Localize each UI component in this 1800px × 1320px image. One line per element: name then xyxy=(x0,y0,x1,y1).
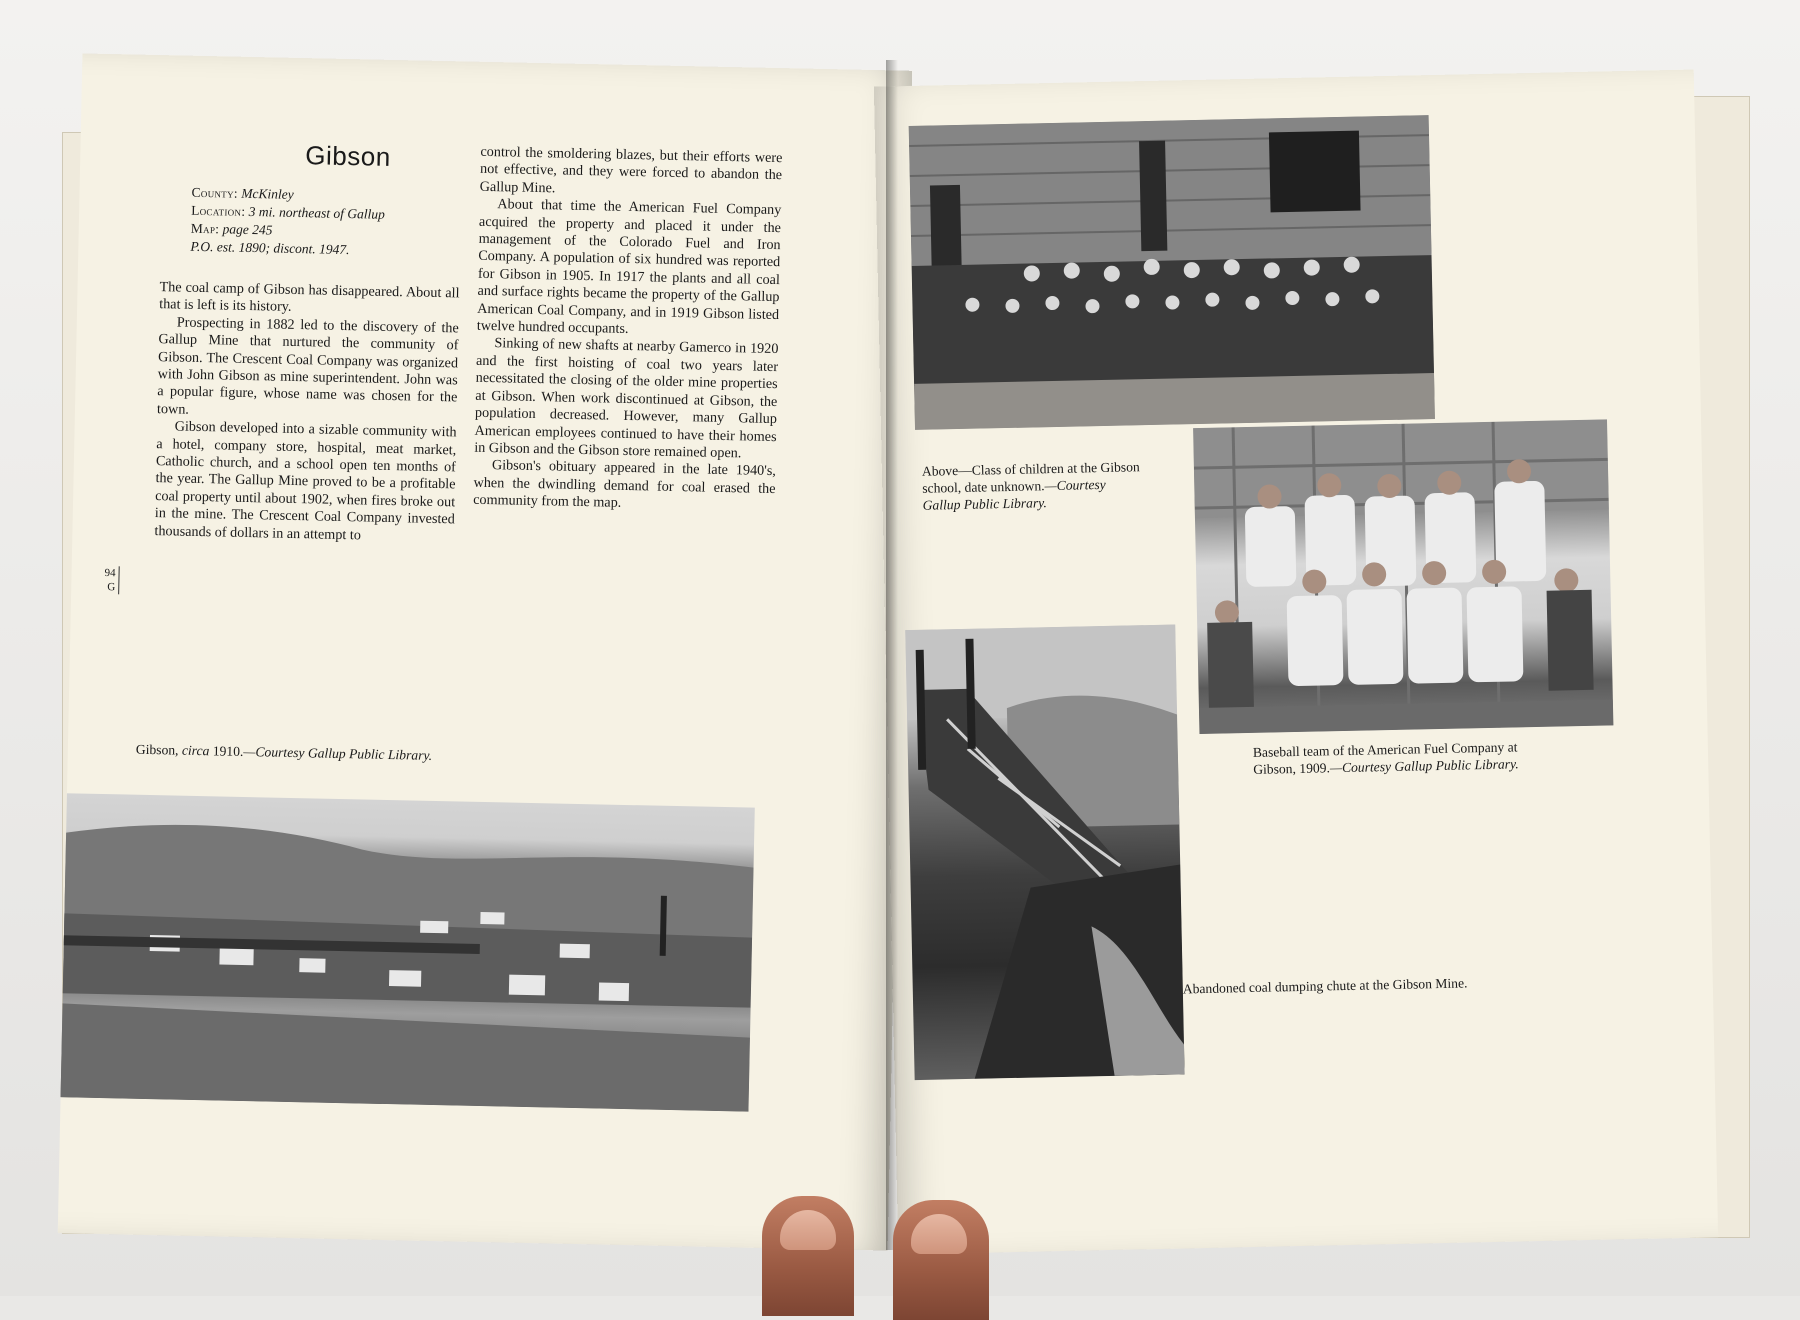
fingernail xyxy=(780,1210,836,1250)
town-facts xyxy=(190,184,385,260)
left-page xyxy=(58,53,913,1250)
right-page xyxy=(874,70,1718,1255)
page-title: Gibson xyxy=(305,140,392,172)
paragraph: Sinking of new shafts at nearby Gamerco in 1920 and the first hoisting of coal two years later necessitated the closing of the older mine properties at Gibson. When work discontinued at Gibson, the population decreased. However, many Gallup American employees continued to have their homes in Gibson and the Gibson store remained open. xyxy=(474,335,779,462)
finger xyxy=(893,1200,989,1320)
coal-chute-image xyxy=(905,625,1184,1081)
paragraph: Gibson developed into a sizable community with a hotel, company store, hospital, meat market, Catholic church, and a school open ten months of the year. The Gallup Mine proved to be a profitable coal property until about 1902, when fires broke out in the mine. The Crescent Coal Company invested thousands of dollars in an attempt to xyxy=(154,418,457,544)
book-gutter xyxy=(886,60,898,1250)
caption-credit: —Courtesy Gallup Public Library. xyxy=(243,743,433,763)
caption-school-photo xyxy=(922,458,1143,514)
post-office-dates: P.O. est. 1890; discont. 1947. xyxy=(190,238,350,258)
text-column-right xyxy=(473,144,783,516)
baseball-team-image xyxy=(1193,419,1613,734)
caption-text: Abandoned coal dumping chute at the Gibson Mine. xyxy=(1182,975,1468,997)
page-number xyxy=(95,566,120,594)
caption-baseball-photo xyxy=(1253,738,1544,778)
county-label: County: xyxy=(191,184,239,201)
county-value: McKinley xyxy=(241,185,294,202)
caption-text: Above—Class of children at the Gibson school, date unknown. xyxy=(921,459,1140,496)
map-value: page 245 xyxy=(222,221,273,238)
photo-baseball-team xyxy=(1193,419,1613,734)
caption-text: Gibson, xyxy=(135,741,183,758)
caption-town-photo xyxy=(136,741,446,764)
text-column-left xyxy=(154,279,459,546)
paragraph: Gibson's obituary appeared in the late 1940's, when the dwindling demand for coal erased the community from the map. xyxy=(473,457,777,511)
paragraph: The coal camp of Gibson has disappeared. About all that is left is its history. xyxy=(159,279,460,316)
paragraph: About that time the American Fuel Company acquired the property and placed it under the management of the Colorado Fuel and Iron Company. A population of six hundred was reported for Gibson in 1905. In 1917 the plants and all coal and surface rights became the property of the Gallup American Coal Company, and in 1919 Gibson listed twelve hundred occupants. xyxy=(476,196,782,337)
caption-credit: —Courtesy Gallup Public Library. xyxy=(922,476,1106,513)
caption-chute-photo xyxy=(1183,974,1473,997)
paragraph: Prospecting in 1882 led to the discovery of the Gallup Mine that nurtured the community of Gibson. The Crescent Coal Company was organized with John Gibson as mine superintendent. John was a popular figure, whose name was chosen for the town. xyxy=(156,314,459,418)
caption-year: 1910. xyxy=(209,743,244,759)
caption-credit: —Courtesy Gallup Public Library. xyxy=(1329,756,1519,776)
folio-number: 94 xyxy=(104,567,116,580)
location-value: 3 mi. northeast of Gallup xyxy=(248,203,386,222)
folio-letter: G xyxy=(107,581,116,594)
paragraph: control the smoldering blazes, but their efforts were not effective, and they were forced to abandon the Gallup Mine. xyxy=(479,143,783,197)
caption-circa: circa xyxy=(181,742,210,759)
photo-coal-chute xyxy=(905,625,1184,1081)
thumb xyxy=(762,1196,854,1316)
school-class-image xyxy=(909,115,1435,430)
town-landscape-image xyxy=(58,793,755,1111)
location-label: Location: xyxy=(191,202,246,219)
caption-text: Baseball team of the American Fuel Company at Gibson, 1909. xyxy=(1252,739,1518,777)
map-label: Map: xyxy=(190,220,220,237)
photo-gibson-town xyxy=(58,793,755,1111)
photo-school-children xyxy=(909,115,1435,430)
fingernail xyxy=(911,1214,967,1254)
